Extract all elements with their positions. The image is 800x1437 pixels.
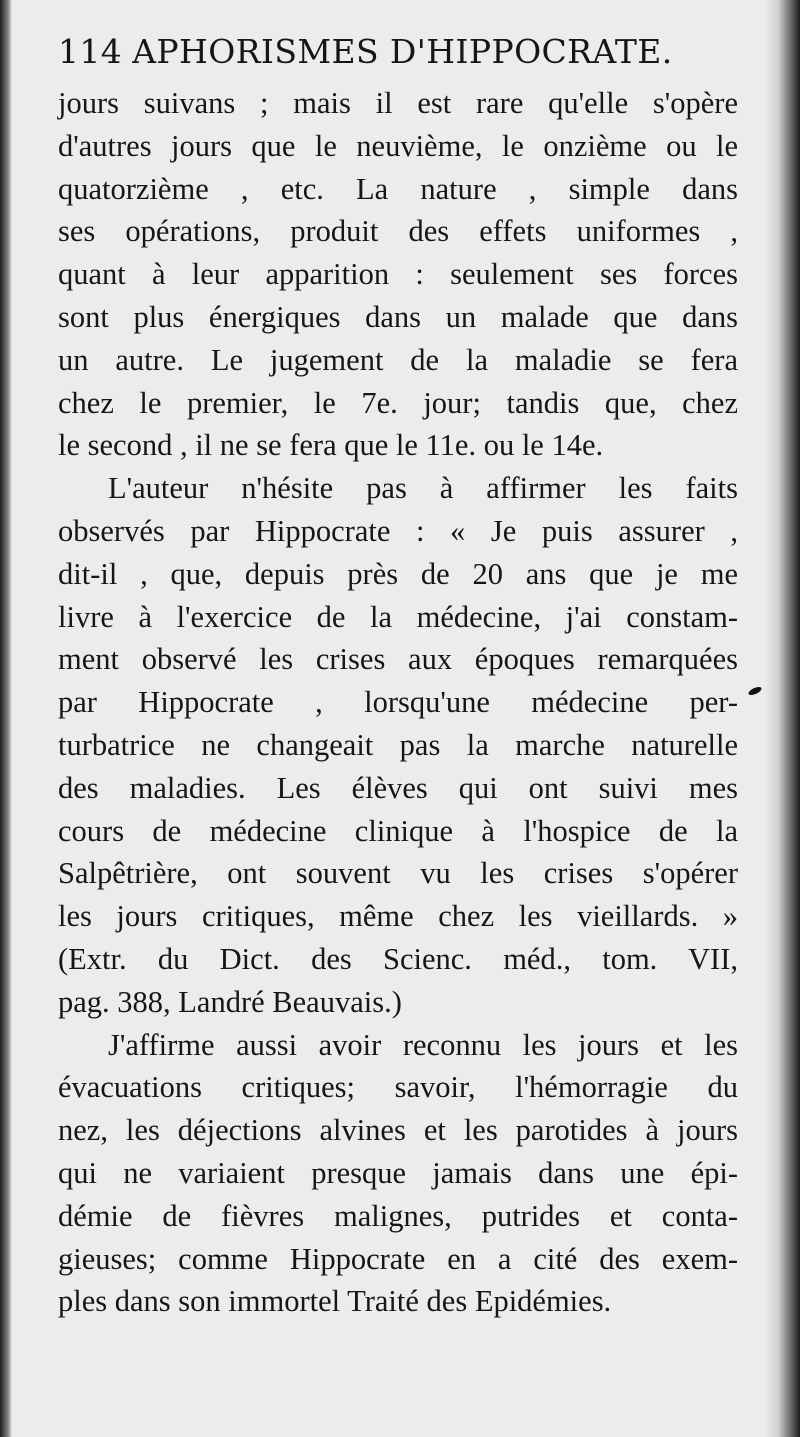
running-title: APHORISMES D'HIPPOCRATE. [132, 32, 673, 71]
text-line: par Hippocrate , lorsqu'une médecine per- [58, 685, 738, 720]
text-line: quatorzième , etc. La nature , simple dans [58, 171, 738, 206]
text-line: démie de fièvres malignes, putrides et conta- [58, 1198, 738, 1233]
book-page [58, 30, 738, 1323]
running-head [58, 30, 738, 74]
text-line: dit-il , que, depuis près de 20 ans que je me [58, 556, 738, 591]
text-line: le second , il ne se fera que le 11e. ou le 14e. [58, 428, 604, 463]
paragraph-start-line: L'auteur n'hésite pas à affirmer les faits [108, 471, 738, 506]
text-line: sont plus énergiques dans un malade que dans [58, 299, 738, 334]
text-line: un autre. Le jugement de la maladie se fera [58, 342, 738, 377]
text-line: chez le premier, le 7e. jour; tandis que, chez [58, 385, 738, 420]
text-line: les jours critiques, même chez les vieillards. » [58, 899, 738, 934]
ink-speck [747, 685, 762, 696]
text-line: gieuses; comme Hippocrate en a cité des exem- [58, 1241, 738, 1276]
text-line: observés par Hippocrate : « Je puis assurer , [58, 513, 738, 548]
text-line: cours de médecine clinique à l'hospice de la [58, 813, 738, 848]
page-right-edge-shadow [764, 0, 800, 1437]
paragraph-start-line: J'affirme aussi avoir reconnu les jours et les [108, 1027, 738, 1062]
text-line: pag. 388, Landré Beauvais.) [58, 984, 402, 1019]
page-number: 114 [58, 32, 123, 71]
text-line: ples dans son immortel Traité des Epidémies. [58, 1284, 612, 1319]
text-line: nez, les déjections alvines et les parotides à jours [58, 1113, 738, 1148]
text-line: ses opérations, produit des effets uniformes , [58, 214, 738, 249]
text-line: des maladies. Les élèves qui ont suivi mes [58, 770, 738, 805]
text-line: qui ne variaient presque jamais dans une épi- [58, 1155, 738, 1190]
text-line: livre à l'exercice de la médecine, j'ai constam- [58, 599, 738, 634]
text-line: jours suivans ; mais il est rare qu'elle s'opère [58, 86, 738, 120]
text-line: Salpêtrière, ont souvent vu les crises s'opérer [58, 856, 738, 891]
text-line: d'autres jours que le neuvième, le onzième ou le [58, 128, 738, 163]
text-line: turbatrice ne changeait pas la marche naturelle [58, 727, 738, 762]
text-line: (Extr. du Dict. des Scienc. méd., tom. VII, [58, 941, 738, 976]
text-line: quant à leur apparition : seulement ses forces [58, 257, 738, 292]
body-text [58, 82, 738, 1323]
text-line: ment observé les crises aux époques remarquées [58, 642, 738, 677]
text-line: évacuations critiques; savoir, l'hémorragie du [58, 1070, 738, 1105]
page-left-edge-shadow [0, 0, 12, 1437]
